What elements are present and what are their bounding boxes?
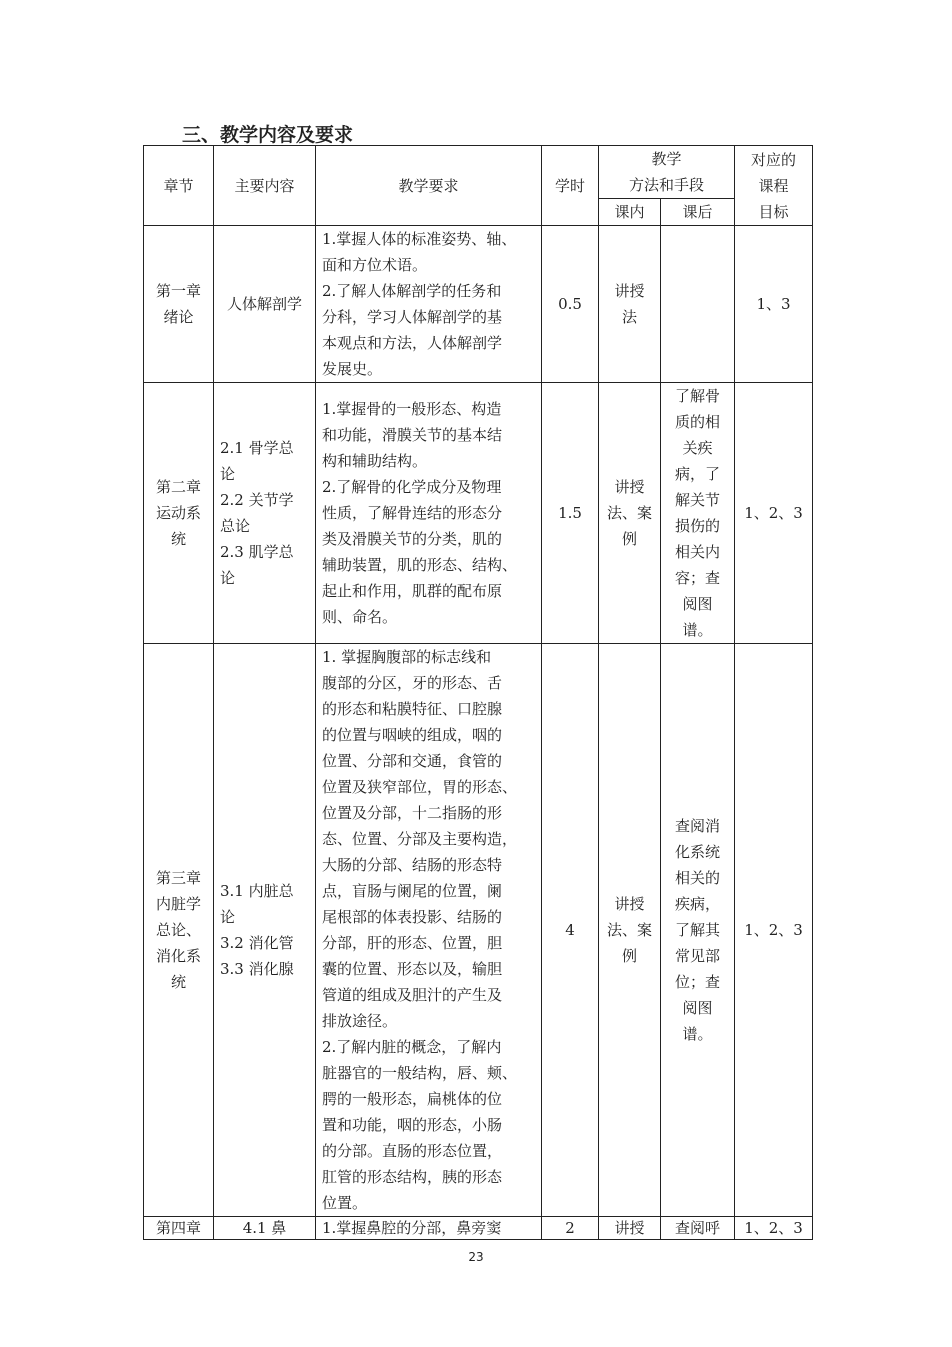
requirement-cell-line: 1.掌握人体的标准姿势、轴、 bbox=[322, 230, 517, 248]
method-after-cell-line: 查阅呼 bbox=[675, 1219, 721, 1237]
requirement-cell-line: 管道的组成及胆汁的产生及 bbox=[322, 986, 503, 1004]
requirement-cell-line: 位置及分部，十二指肠的形 bbox=[322, 804, 503, 822]
method-in-cell bbox=[599, 1217, 661, 1240]
content-cell bbox=[214, 1217, 316, 1240]
page-number: 23 bbox=[468, 1250, 484, 1264]
method-after-cell-line: 谱。 bbox=[682, 1025, 713, 1043]
method-in-cell-line: 例 bbox=[621, 530, 637, 548]
content-cell-line: 总论 bbox=[220, 517, 251, 535]
chapter-cell-line: 第二章 bbox=[155, 478, 201, 496]
requirement-cell-line: 脏器官的一般结构，唇、颊、 bbox=[322, 1064, 518, 1082]
requirement-cell-line: 大肠的分部、结肠的形态特 bbox=[322, 856, 503, 874]
requirement-cell-line: 辅助装置，肌的形态、结构、 bbox=[322, 556, 518, 574]
method-in-cell bbox=[599, 383, 661, 644]
section-title: 三、教学内容及要求 bbox=[182, 124, 354, 146]
table-row bbox=[144, 1217, 813, 1240]
header-method-after: 课后 bbox=[661, 199, 735, 226]
content-cell bbox=[214, 383, 316, 644]
requirement-cell-line: 则、命名。 bbox=[322, 608, 398, 626]
requirement-cell-line: 1. 掌握胸腹部的标志线和 bbox=[322, 648, 492, 666]
goal-cell: 1、2、3 bbox=[735, 383, 813, 644]
chapter-cell-line: 统 bbox=[170, 973, 186, 991]
method-in-cell bbox=[599, 226, 661, 383]
header-method-in: 课内 bbox=[599, 199, 661, 226]
requirement-cell bbox=[316, 644, 542, 1217]
method-after-cell-line: 疾病， bbox=[675, 895, 721, 913]
method-after-cell-line: 了解骨 bbox=[675, 387, 721, 405]
method-after-cell-line: 相关的 bbox=[675, 869, 721, 887]
hours-cell: 2 bbox=[542, 1217, 599, 1240]
requirement-cell-line: 位置、分部和交通，食管的 bbox=[322, 752, 503, 770]
chapter-cell-line: 第四章 bbox=[155, 1219, 201, 1237]
table-row bbox=[144, 226, 813, 383]
requirement-cell-line: 肛管的形态结构，胰的形态 bbox=[322, 1168, 503, 1186]
hours-cell: 1.5 bbox=[542, 383, 599, 644]
requirement-cell-line: 2.了解内脏的概念，了解内 bbox=[322, 1038, 502, 1056]
method-after-cell-line: 阅图 bbox=[682, 595, 713, 613]
method-after-cell-line: 容；查 bbox=[675, 569, 721, 587]
header-method bbox=[599, 146, 735, 199]
table-row bbox=[144, 383, 813, 644]
requirement-cell-line: 囊的位置、形态以及，输胆 bbox=[322, 960, 503, 978]
header-hours: 学时 bbox=[542, 146, 599, 226]
requirement-cell-line: 面和方位术语。 bbox=[322, 256, 428, 274]
requirement-cell-line: 2.了解骨的化学成分及物理 bbox=[322, 478, 502, 496]
header-requirement: 教学要求 bbox=[316, 146, 542, 226]
method-after-cell-line: 阅图 bbox=[682, 999, 713, 1017]
requirement-cell-line: 置和功能，咽的形态，小肠 bbox=[322, 1116, 503, 1134]
method-after-cell-line: 质的相 bbox=[675, 413, 721, 431]
method-in-cell-line: 法 bbox=[621, 308, 637, 326]
content-cell-line: 2.3 肌学总 bbox=[220, 543, 294, 561]
requirement-cell-line: 尾根部的体表投影、结肠的 bbox=[322, 908, 503, 926]
header-content: 主要内容 bbox=[214, 146, 316, 226]
requirement-cell-line: 的形态和粘膜特征、口腔腺 bbox=[322, 700, 503, 718]
content-cell-line: 2.1 骨学总 bbox=[220, 439, 294, 457]
requirement-cell-line: 本观点和方法，人体解剖学 bbox=[322, 334, 503, 352]
teaching-content-table bbox=[143, 145, 813, 1240]
chapter-cell-line: 运动系 bbox=[155, 504, 201, 522]
header-goal-line: 对应的 bbox=[751, 150, 797, 169]
content-cell-line: 3.2 消化管 bbox=[220, 934, 294, 952]
chapter-cell bbox=[144, 383, 214, 644]
requirement-cell-line: 分科，学习人体解剖学的基 bbox=[322, 308, 503, 326]
method-after-cell-line: 关疾 bbox=[682, 439, 713, 457]
requirement-cell-line: 1.掌握鼻腔的分部，鼻旁窦 bbox=[322, 1219, 502, 1237]
chapter-cell-line: 第一章 bbox=[155, 282, 201, 300]
chapter-cell bbox=[144, 1217, 214, 1240]
method-in-cell-line: 讲授 bbox=[614, 282, 645, 300]
requirement-cell-line: 的分部。直肠的形态位置， bbox=[322, 1142, 503, 1160]
chapter-cell-line: 绪论 bbox=[163, 308, 194, 326]
requirement-cell-line: 起止和作用，肌群的配布原 bbox=[322, 582, 503, 600]
method-after-cell bbox=[661, 226, 735, 383]
goal-cell: 1、2、3 bbox=[735, 644, 813, 1217]
hours-cell: 4 bbox=[542, 644, 599, 1217]
header-goal-line: 目标 bbox=[758, 202, 789, 221]
requirement-cell-line: 类及滑膜关节的分类，肌的 bbox=[322, 530, 503, 548]
content-cell-line: 2.2 关节学 bbox=[220, 491, 294, 509]
method-in-cell-line: 法、案 bbox=[606, 504, 652, 522]
requirement-cell-line: 位置及狭窄部位，胃的形态、 bbox=[322, 778, 518, 796]
content-cell-line: 人体解剖学 bbox=[226, 295, 302, 313]
method-in-cell-line: 例 bbox=[621, 947, 637, 965]
content-cell bbox=[214, 644, 316, 1217]
content-cell-line: 论 bbox=[220, 465, 236, 483]
header-goal bbox=[735, 146, 813, 226]
header-chapter: 章节 bbox=[144, 146, 214, 226]
requirement-cell-line: 点，盲肠与阑尾的位置，阑 bbox=[322, 882, 503, 900]
table-row bbox=[144, 644, 813, 1217]
content-cell-line: 论 bbox=[220, 908, 236, 926]
requirement-cell-line: 性质，了解骨连结的形态分 bbox=[322, 504, 503, 522]
content-cell-line: 3.1 内脏总 bbox=[220, 882, 294, 900]
method-in-cell-line: 讲授 bbox=[614, 478, 645, 496]
requirement-cell-line: 位置。 bbox=[322, 1194, 368, 1212]
requirement-cell-line: 发展史。 bbox=[322, 360, 383, 378]
chapter-cell-line: 总论、 bbox=[155, 921, 201, 939]
requirement-cell bbox=[316, 383, 542, 644]
method-after-cell-line: 查阅消 bbox=[675, 817, 721, 835]
requirement-cell bbox=[316, 226, 542, 383]
method-after-cell-line: 相关内 bbox=[675, 543, 721, 561]
method-in-cell-line: 讲授 bbox=[614, 1219, 645, 1237]
method-after-cell-line: 解关节 bbox=[675, 491, 721, 509]
content-cell-line: 4.1 鼻 bbox=[242, 1219, 287, 1237]
requirement-cell-line: 腭的一般形态，扁桃体的位 bbox=[322, 1090, 503, 1108]
chapter-cell-line: 内脏学 bbox=[155, 895, 201, 913]
method-after-cell bbox=[661, 383, 735, 644]
goal-cell: 1、2、3 bbox=[735, 1217, 813, 1240]
method-after-cell bbox=[661, 1217, 735, 1240]
header-goal-line: 课程 bbox=[758, 176, 789, 195]
method-after-cell-line: 化系统 bbox=[675, 843, 721, 861]
requirement-cell-line: 腹部的分区，牙的形态、舌 bbox=[322, 674, 503, 692]
method-in-cell-line: 讲授 bbox=[614, 895, 645, 913]
chapter-cell bbox=[144, 226, 214, 383]
content-cell-line: 论 bbox=[220, 569, 236, 587]
requirement-cell-line: 排放途径。 bbox=[322, 1012, 398, 1030]
goal-cell: 1、3 bbox=[735, 226, 813, 383]
method-after-cell-line: 损伤的 bbox=[675, 517, 721, 535]
method-after-cell-line: 位；查 bbox=[675, 973, 721, 991]
chapter-cell-line: 消化系 bbox=[155, 947, 201, 965]
header-row bbox=[144, 146, 813, 199]
requirement-cell-line: 分部，肝的形态、位置，胆 bbox=[322, 934, 503, 952]
chapter-cell-line: 第三章 bbox=[155, 869, 201, 887]
method-in-cell bbox=[599, 644, 661, 1217]
method-after-cell bbox=[661, 644, 735, 1217]
requirement-cell-line: 和功能，滑膜关节的基本结 bbox=[322, 426, 503, 444]
requirement-cell-line: 2.了解人体解剖学的任务和 bbox=[322, 282, 502, 300]
requirement-cell-line: 1.掌握骨的一般形态、构造 bbox=[322, 400, 502, 418]
method-after-cell-line: 常见部 bbox=[675, 947, 721, 965]
requirement-cell-line: 构和辅助结构。 bbox=[322, 452, 428, 470]
method-in-cell-line: 法、案 bbox=[606, 921, 652, 939]
method-after-cell-line: 病，了 bbox=[675, 465, 721, 483]
chapter-cell-line: 统 bbox=[170, 530, 186, 548]
header-method-bottom: 方法和手段 bbox=[629, 176, 705, 194]
hours-cell: 0.5 bbox=[542, 226, 599, 383]
requirement-cell bbox=[316, 1217, 542, 1240]
header-method-top: 教学 bbox=[651, 150, 682, 168]
content-cell bbox=[214, 226, 316, 383]
method-after-cell-line: 谱。 bbox=[682, 621, 713, 639]
requirement-cell-line: 态、位置、分部及主要构造， bbox=[322, 830, 518, 848]
requirement-cell-line: 的位置与咽峡的组成，咽的 bbox=[322, 726, 503, 744]
method-after-cell-line: 了解其 bbox=[675, 921, 721, 939]
content-cell-line: 3.3 消化腺 bbox=[220, 960, 294, 978]
chapter-cell bbox=[144, 644, 214, 1217]
